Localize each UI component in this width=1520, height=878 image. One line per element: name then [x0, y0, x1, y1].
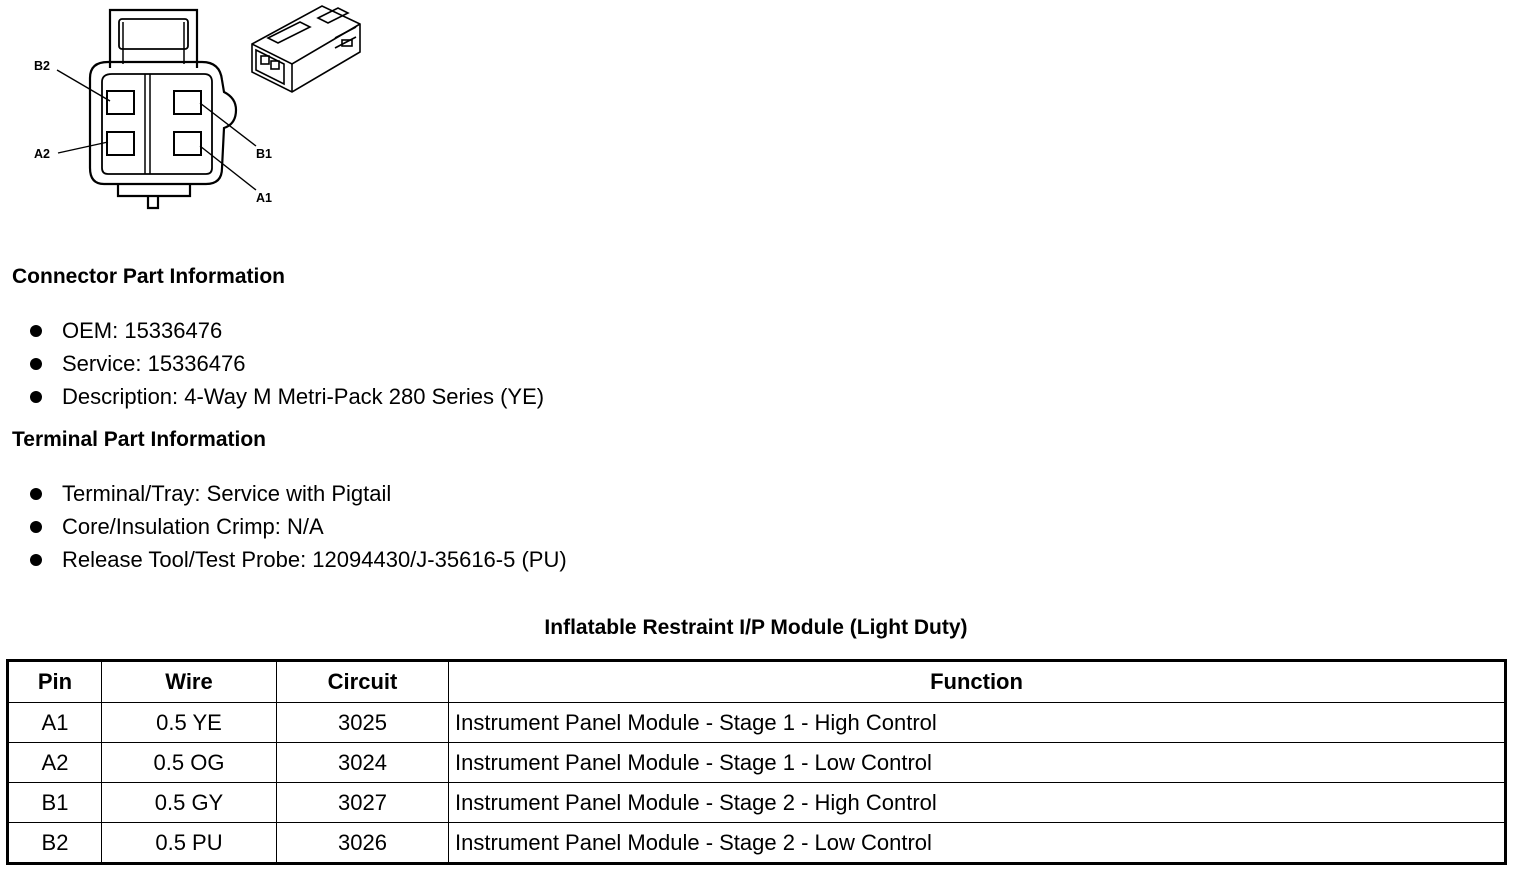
header-function: Function — [449, 661, 1506, 703]
cell-circuit: 3025 — [277, 703, 449, 743]
pin-label-a2: A2 — [34, 147, 50, 161]
header-circuit: Circuit — [277, 661, 449, 703]
connector-part-list — [28, 314, 544, 413]
cell-circuit: 3026 — [277, 823, 449, 864]
connector-part-heading: Connector Part Information — [12, 265, 286, 288]
cell-function: Instrument Panel Module - Stage 1 - High Control — [449, 703, 1506, 743]
terminal-part-list — [28, 477, 567, 576]
cell-function: Instrument Panel Module - Stage 2 - High Control — [449, 783, 1506, 823]
table-row — [8, 703, 1506, 743]
terminal-part-heading: Terminal Part Information — [12, 428, 266, 451]
cell-wire: 0.5 YE — [102, 703, 277, 743]
connector-face-view — [57, 10, 256, 208]
table-header-row — [8, 661, 1506, 703]
header-wire: Wire — [102, 661, 277, 703]
cell-pin: B1 — [8, 783, 102, 823]
list-item: OEM: 15336476 — [28, 314, 544, 347]
cell-wire: 0.5 PU — [102, 823, 277, 864]
table-row — [8, 823, 1506, 864]
pin-label-b1: B1 — [256, 147, 272, 161]
cell-pin: B2 — [8, 823, 102, 864]
cell-pin: A1 — [8, 703, 102, 743]
list-item: Description: 4-Way M Metri-Pack 280 Series (YE) — [28, 380, 544, 413]
table-title: Inflatable Restraint I/P Module (Light Duty) — [544, 616, 968, 639]
cell-function: Instrument Panel Module - Stage 2 - Low Control — [449, 823, 1506, 864]
table-row — [8, 783, 1506, 823]
cell-wire: 0.5 GY — [102, 783, 277, 823]
cell-pin: A2 — [8, 743, 102, 783]
table-row — [8, 743, 1506, 783]
pin-label-b2: B2 — [34, 59, 50, 73]
connector-isometric-view — [252, 6, 360, 92]
cell-circuit: 3024 — [277, 743, 449, 783]
cell-circuit: 3027 — [277, 783, 449, 823]
pin-label-a1: A1 — [256, 191, 272, 205]
cell-wire: 0.5 OG — [102, 743, 277, 783]
list-item: Release Tool/Test Probe: 12094430/J-35616-5 (PU) — [28, 543, 567, 576]
cell-function: Instrument Panel Module - Stage 1 - Low Control — [449, 743, 1506, 783]
list-item: Service: 15336476 — [28, 347, 544, 380]
list-item: Terminal/Tray: Service with Pigtail — [28, 477, 567, 510]
list-item: Core/Insulation Crimp: N/A — [28, 510, 567, 543]
header-pin: Pin — [8, 661, 102, 703]
connector-diagram — [0, 0, 380, 220]
pinout-table — [6, 659, 1507, 865]
